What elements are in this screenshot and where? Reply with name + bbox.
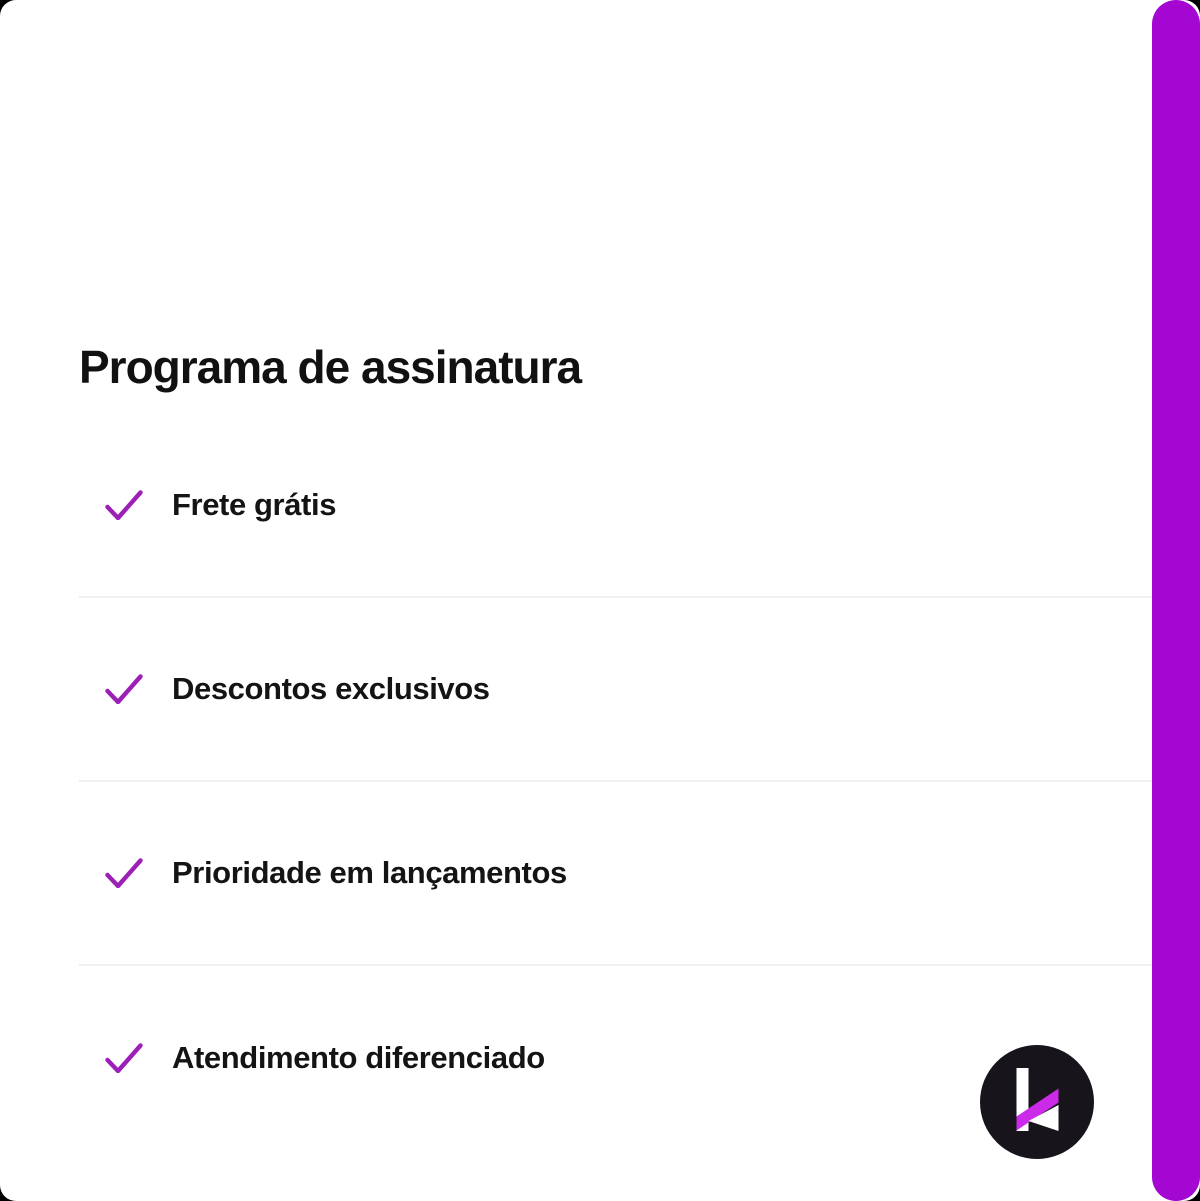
page-title: Programa de assinatura [79, 341, 582, 393]
benefit-row-frete-gratis [79, 414, 1152, 598]
benefits-list [79, 414, 1152, 1150]
klever-logo-icon [980, 1045, 1094, 1159]
benefit-label: Prioridade em lançamentos [172, 855, 567, 890]
check-icon [105, 858, 143, 888]
brand-logo [980, 1045, 1094, 1159]
benefit-row-descontos [79, 598, 1152, 782]
benefit-label: Atendimento diferenciado [172, 1040, 545, 1075]
benefit-row-prioridade [79, 782, 1152, 966]
check-icon [105, 490, 143, 520]
check-icon [105, 674, 143, 704]
check-icon [105, 1043, 143, 1073]
benefit-label: Descontos exclusivos [172, 671, 490, 706]
benefit-label: Frete grátis [172, 487, 337, 522]
accent-bar [1152, 0, 1200, 1201]
